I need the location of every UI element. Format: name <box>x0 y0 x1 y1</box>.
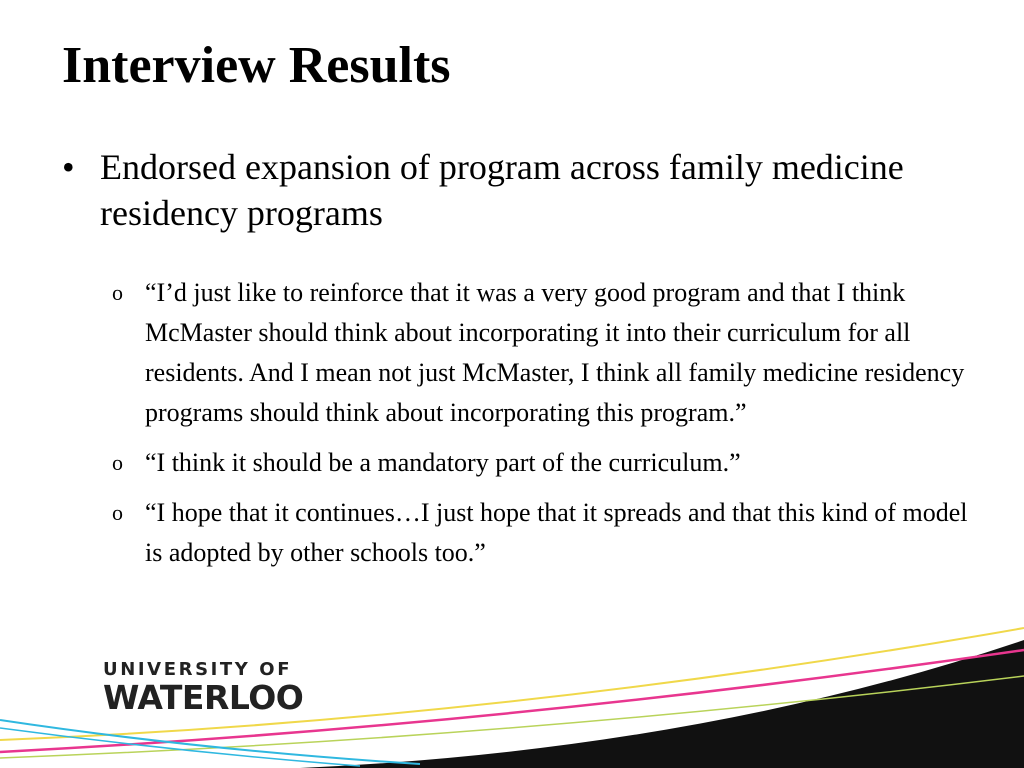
quote-text: “I think it should be a mandatory part of the curriculum.” <box>145 448 741 477</box>
sub-bullet-item <box>112 443 972 483</box>
university-logo <box>103 660 303 716</box>
bullet-text: Endorsed expansion of program across family medicine residency programs <box>100 147 904 233</box>
hollow-circle-bullet-icon: o <box>112 500 123 525</box>
quote-text: “I hope that it continues…I just hope that it spreads and that this kind of model is adopted by other schools too.” <box>145 498 968 567</box>
sub-bullet-list <box>112 273 972 583</box>
swoosh-cyan-line-2 <box>0 728 360 766</box>
quote-text: “I’d just like to reinforce that it was a very good program and that I think McMaster should think about incorporating it into their curriculum for all residents. And I mean not just McMaster, I think all family medicine residency programs should think about incorporating this program.” <box>145 278 965 427</box>
sub-bullet-item <box>112 273 972 433</box>
hollow-circle-bullet-icon: o <box>112 450 123 475</box>
sub-bullet-item <box>112 493 972 573</box>
hollow-circle-bullet-icon: o <box>112 280 123 305</box>
swoosh-dark-band <box>300 640 1024 768</box>
bullet-dot-icon: • <box>62 147 75 187</box>
slide-title: Interview Results <box>62 37 451 94</box>
bullet-item <box>62 144 962 236</box>
logo-line-university-of: UNIVERSITY OF <box>103 659 293 680</box>
logo-line-waterloo: WATERLOO <box>103 678 304 717</box>
